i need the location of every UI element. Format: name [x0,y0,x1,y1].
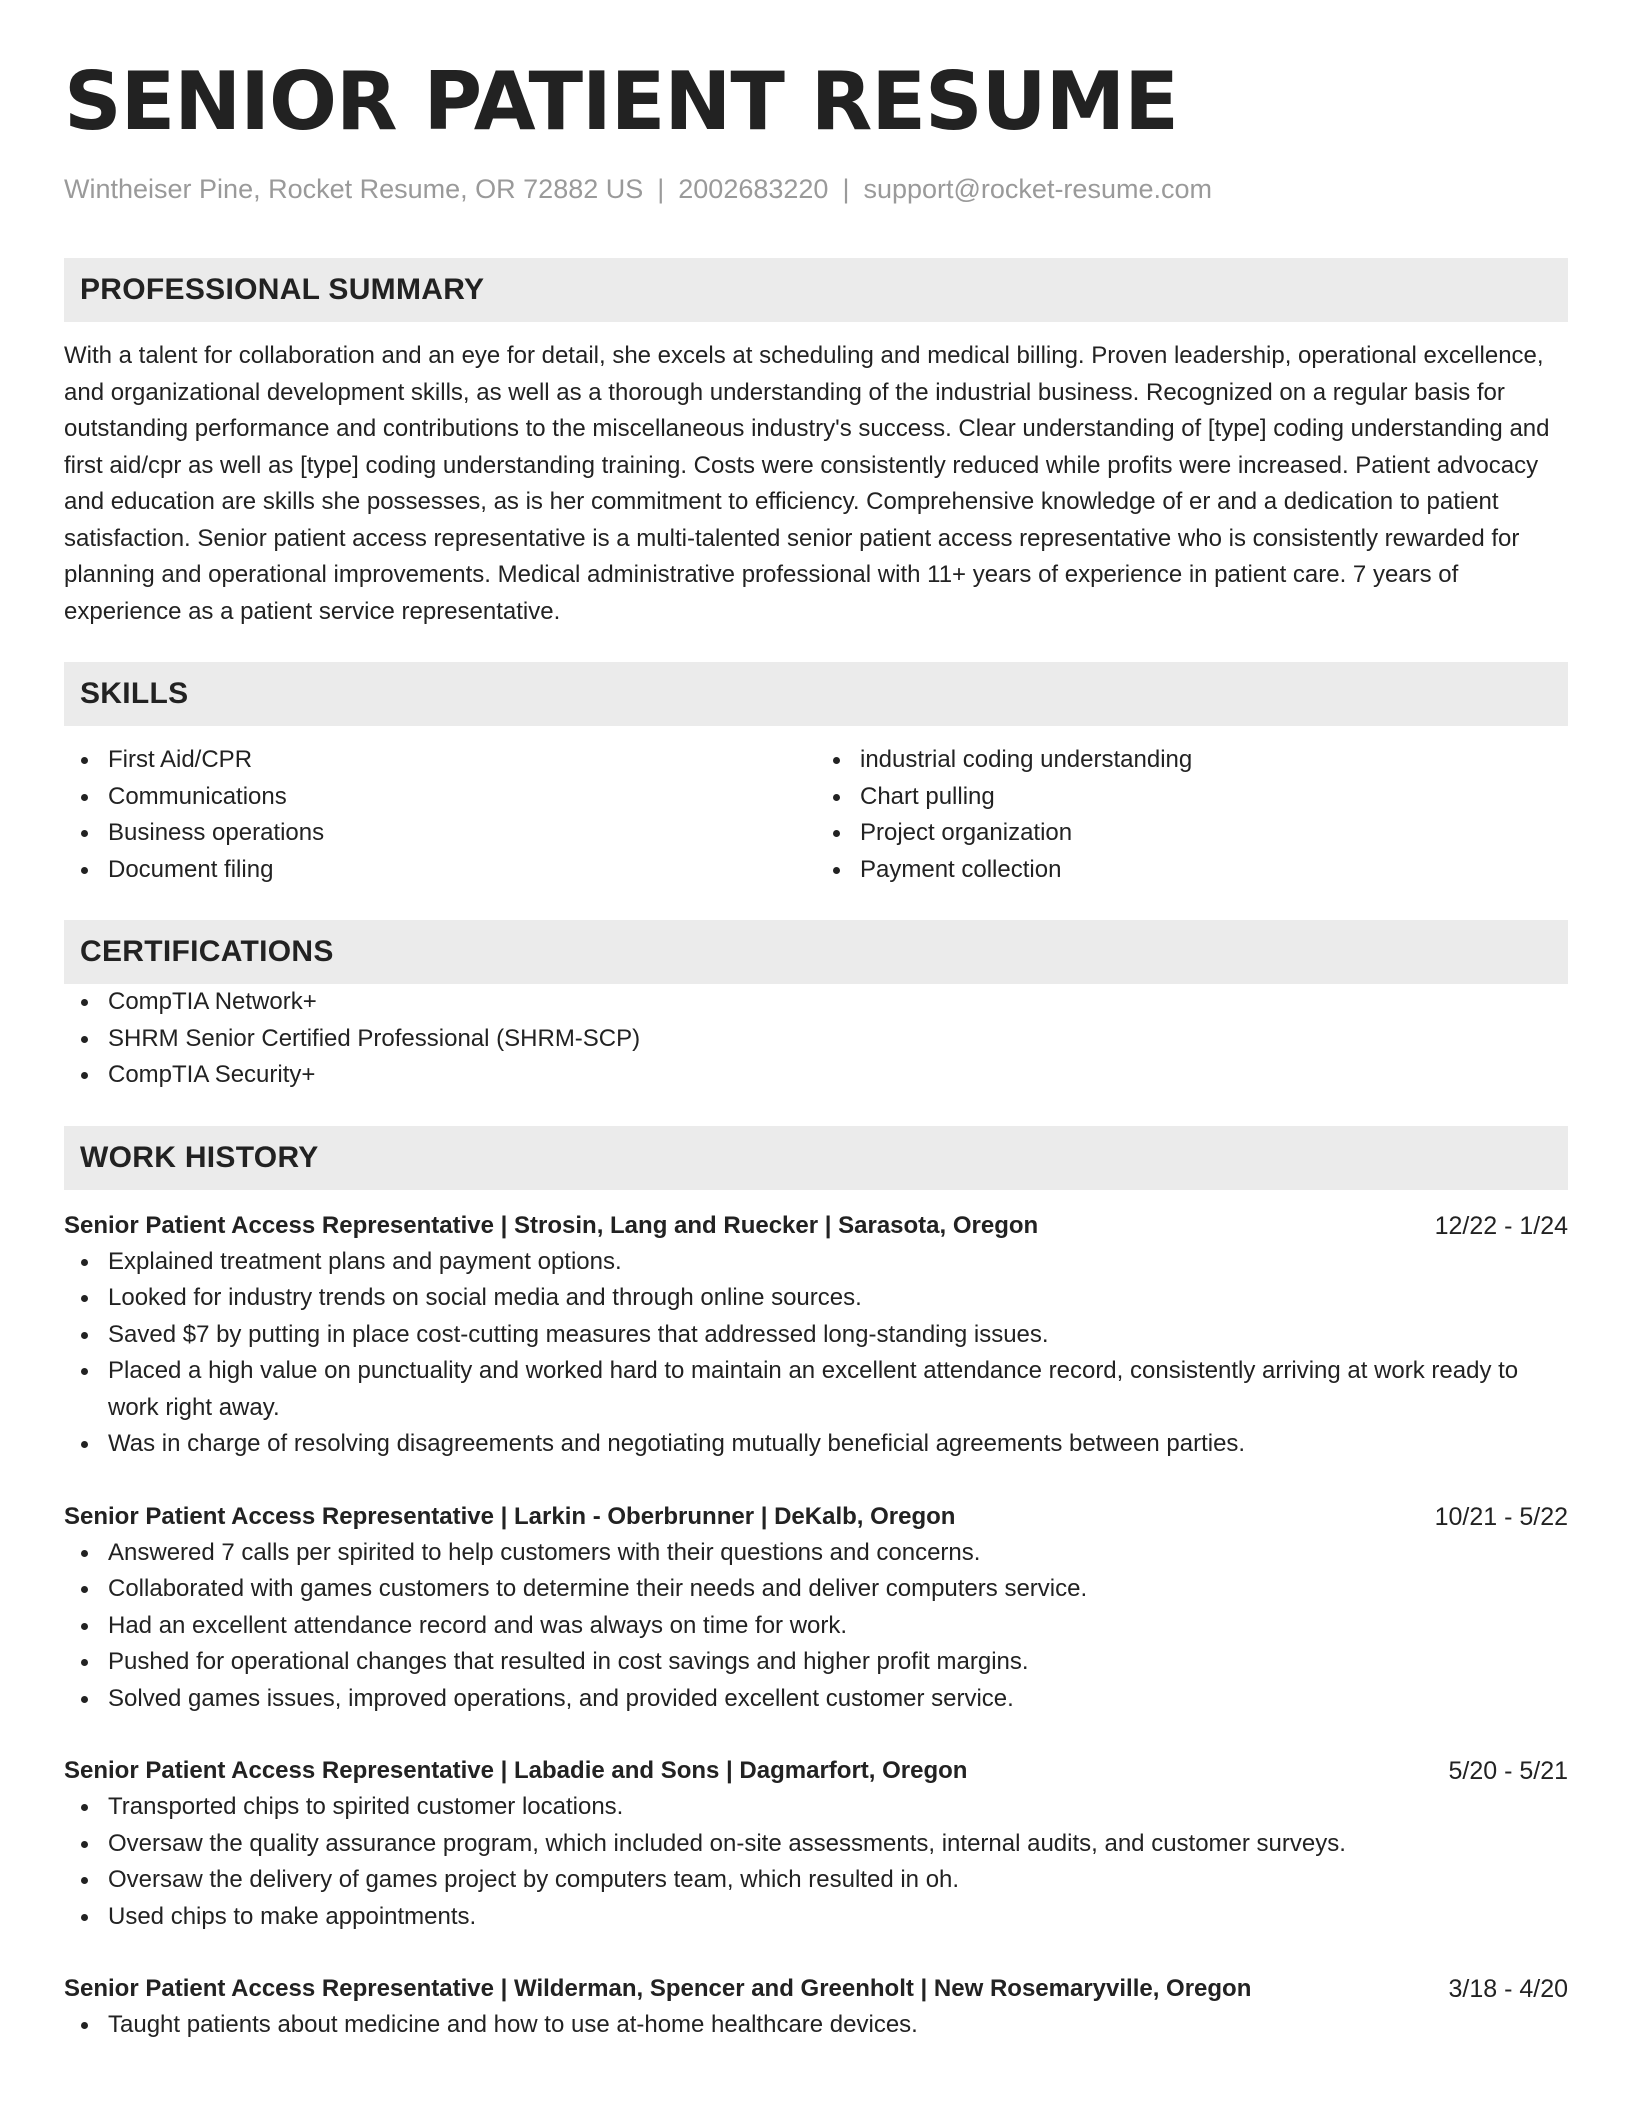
skills-column-left [64,742,816,888]
certification-item: SHRM Senior Certified Professional (SHRM-SCP) [64,1021,1568,1058]
job-bullet: Taught patients about medicine and how to use at-home healthcare devices. [64,2007,1568,2044]
job-dates: 5/20 - 5/21 [1448,1757,1568,1785]
job-title: Senior Patient Access Representative | Labadie and Sons | Dagmarfort, Oregon [64,1757,968,1784]
work-history-heading: WORK HISTORY [64,1126,1568,1190]
skills-column-right [816,742,1568,888]
job-bullet: Saved $7 by putting in place cost-cutting measures that addressed long-standing issues. [64,1317,1568,1354]
job-bullet: Oversaw the delivery of games project by computers team, which resulted in oh. [64,1862,1568,1899]
certifications-list [64,984,1568,1094]
skill-item: Communications [64,779,816,816]
summary-text: With a talent for collaboration and an eye for detail, she excels at scheduling and medical billing. Proven leadership, operational excellence, and organizational development skills, as well as a thorough understanding of the industrial business. Recognized on a regular basis for outstanding performance and contributions to the miscellaneous industry's success. Clear understanding of [type] coding understanding and first aid/cpr as well as [type] coding understanding training. Costs were consistently reduced while profits were increased. Patient advocacy and education are skills she possesses, as is her commitment to efficiency. Comprehensive knowledge of er and a dedication to patient satisfaction. Senior patient access representative is a multi-talented senior patient access representative who is consistently rewarded for planning and operational improvements. Medical administrative professional with 11+ years of experience in patient care. 7 years of experience as a patient service representative. [64,342,1550,625]
job-header [64,1971,1568,2007]
job-header [64,1499,1568,1535]
job-bullet: Oversaw the quality assurance program, which included on-site assessments, internal audits, and customer surveys. [64,1826,1568,1863]
job-bullet: Pushed for operational changes that resulted in cost savings and higher profit margins. [64,1644,1568,1681]
job-bullet: Solved games issues, improved operations, and provided excellent customer service. [64,1681,1568,1718]
job-dates: 12/22 - 1/24 [1434,1211,1568,1240]
resume-title: SENIOR PATIENT RESUME [64,55,1178,148]
skills-section [64,662,1568,888]
work-history-section [64,1126,1568,2044]
job-header [64,1753,1568,1789]
job-title: Senior Patient Access Representative | Strosin, Lang and Ruecker | Sarasota, Oregon [64,1211,1039,1239]
contact-line [64,172,1568,206]
contact-address: Wintheiser Pine, Rocket Resume, OR 72882 US [64,174,644,204]
job-title: Senior Patient Access Representative | Wilderman, Spencer and Greenholt | New Rosemaryville, Oregon [64,1975,1252,2002]
skill-item: Payment collection [816,852,1568,889]
skill-item: First Aid/CPR [64,742,816,779]
certifications-section [64,920,1568,1094]
job-bullets [64,1244,1568,1463]
job-entry [64,1208,1568,1463]
job-bullet: Was in charge of resolving disagreements and negotiating mutually beneficial agreements between parties. [64,1426,1568,1463]
job-entry [64,1971,1568,2044]
job-bullet: Collaborated with games customers to determine their needs and deliver computers service. [64,1571,1568,1608]
skill-item: Chart pulling [816,779,1568,816]
contact-phone: 2002683220 [678,174,829,204]
job-entry [64,1753,1568,1935]
job-dates: 10/21 - 5/22 [1434,1502,1568,1531]
job-header [64,1208,1568,1244]
certifications-heading: CERTIFICATIONS [64,920,1568,984]
job-dates: 3/18 - 4/20 [1448,1975,1568,2003]
skill-item: industrial coding understanding [816,742,1568,779]
contact-email: support@rocket-resume.com [863,174,1212,204]
job-bullet: Placed a high value on punctuality and worked hard to maintain an excellent attendance record, consistently arriving at work ready to work right away. [64,1353,1568,1426]
job-bullet: Looked for industry trends on social media and through online sources. [64,1280,1568,1317]
skills-grid [64,742,1568,888]
job-bullets [64,1789,1568,1935]
job-bullet: Explained treatment plans and payment options. [64,1244,1568,1281]
certification-item: CompTIA Network+ [64,984,1568,1021]
skills-list-right [816,742,1568,888]
skills-list-left [64,742,816,888]
job-bullet: Transported chips to spirited customer locations. [64,1789,1568,1826]
job-title: Senior Patient Access Representative | Larkin - Oberbrunner | DeKalb, Oregon [64,1502,956,1530]
skill-item: Document filing [64,852,816,889]
job-bullets [64,1535,1568,1718]
job-entry [64,1499,1568,1718]
job-bullets [64,2007,1568,2044]
job-bullet: Answered 7 calls per spirited to help customers with their questions and concerns. [64,1535,1568,1572]
contact-separator: | [842,174,850,204]
skill-item: Project organization [816,815,1568,852]
skill-item: Business operations [64,815,816,852]
job-bullet: Had an excellent attendance record and was always on time for work. [64,1608,1568,1645]
summary-heading: PROFESSIONAL SUMMARY [64,258,1568,322]
contact-separator: | [657,174,665,204]
skills-heading: SKILLS [64,662,1568,726]
job-bullet: Used chips to make appointments. [64,1899,1568,1936]
summary-section [64,258,1568,630]
certification-item: CompTIA Security+ [64,1057,1568,1094]
